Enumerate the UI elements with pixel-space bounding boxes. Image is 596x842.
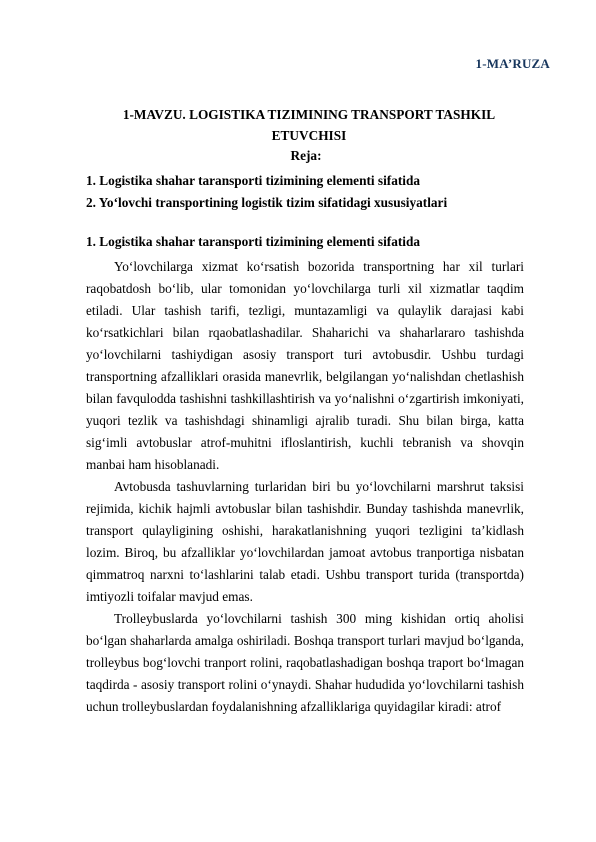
section-body bbox=[86, 256, 524, 718]
plan-item: 2. Yo‘lovchi transportining logistik tizim sifatidagi xususiyatlari bbox=[86, 195, 448, 210]
paragraph: Avtobusda tashuvlarning turlaridan biri bu yo‘lovchilarni marshrut taksisi rejimida, kichik hajmli avtobuslar bilan tashishdir. Bunday tashishda manevrlik, transport qulayligining oshishi, harakatlanishning yuqori tezligini ta’kidlash lozim. Biroq, bu afzalliklar yo‘lovchilardan jamoat avtobus tranportiga nisbatan qimmatroq narxni to‘lashlarini talab etadi. Ushbu transport turida (transportda) imtiyozli toifalar mavjud emas. bbox=[86, 479, 524, 604]
section-heading: 1. Logistika shahar taransporti tizimining elementi sifatida bbox=[86, 234, 421, 249]
plan-list bbox=[86, 170, 526, 214]
plan-label: Reja: bbox=[290, 148, 322, 163]
plan-item: 1. Logistika shahar taransporti tizimining elementi sifatida bbox=[86, 173, 421, 188]
paragraph: Trolleybuslarda yo‘lovchilarni tashish 300 ming kishidan ortiq aholisi bo‘lgan shaharlarda amalga oshiriladi. Boshqa transport turlari mavjud bo‘lganda, trolleybus bog‘lovchi tranport rolini, raqobatlashadigan boshqa traport bo‘lmagan taqdirda - asosiy transport rolini o‘ynaydi. Shahar hududida yo‘lovchilarni tashish uchun trolleybuslardan foydalanishning afzalliklariga quyidagilar kiradi: atrof bbox=[86, 611, 524, 714]
lecture-number: 1-MA’RUZA bbox=[475, 56, 550, 71]
title-line-2: ETUVCHISI bbox=[271, 128, 347, 143]
title-line-1: 1-MAVZU. LOGISTIKA TIZIMINING TRANSPORT TASHKIL bbox=[122, 107, 496, 122]
paragraph: Yo‘lovchilarga xizmat ko‘rsatish bozorida transportning har xil turlari raqobatdosh bo‘lib, ular tomonidan yo‘lovchilarga turli xil xizmatlar taqdim etiladi. Ular tashish tarifi, tezligi, muntazamligi va qulaylik darajasi kabi ko‘rsatkichlari bilan rqaobatlashadilar. Shaharichi va shaharlararo tashishda yo‘lovchilarni tashiydigan asosiy transport turi avtobusdir. Ushbu turdagi transportning afzalliklari orasida manevrlik, belgilangan yo‘nalishdan chetlashish bilan favqulodda tashishni tashkillashtirish va yo‘nalishni o‘zgartirish imkoniyati, yuqori tezlik va tashishdagi shinamligi ajralib turadi. Shu bilan birga, katta sig‘imli avtobuslar atrof-muhitni ifloslantirish, kuchli tebranish va shovqin manbai ham hisoblanadi. bbox=[86, 259, 524, 472]
document-title bbox=[86, 104, 532, 146]
